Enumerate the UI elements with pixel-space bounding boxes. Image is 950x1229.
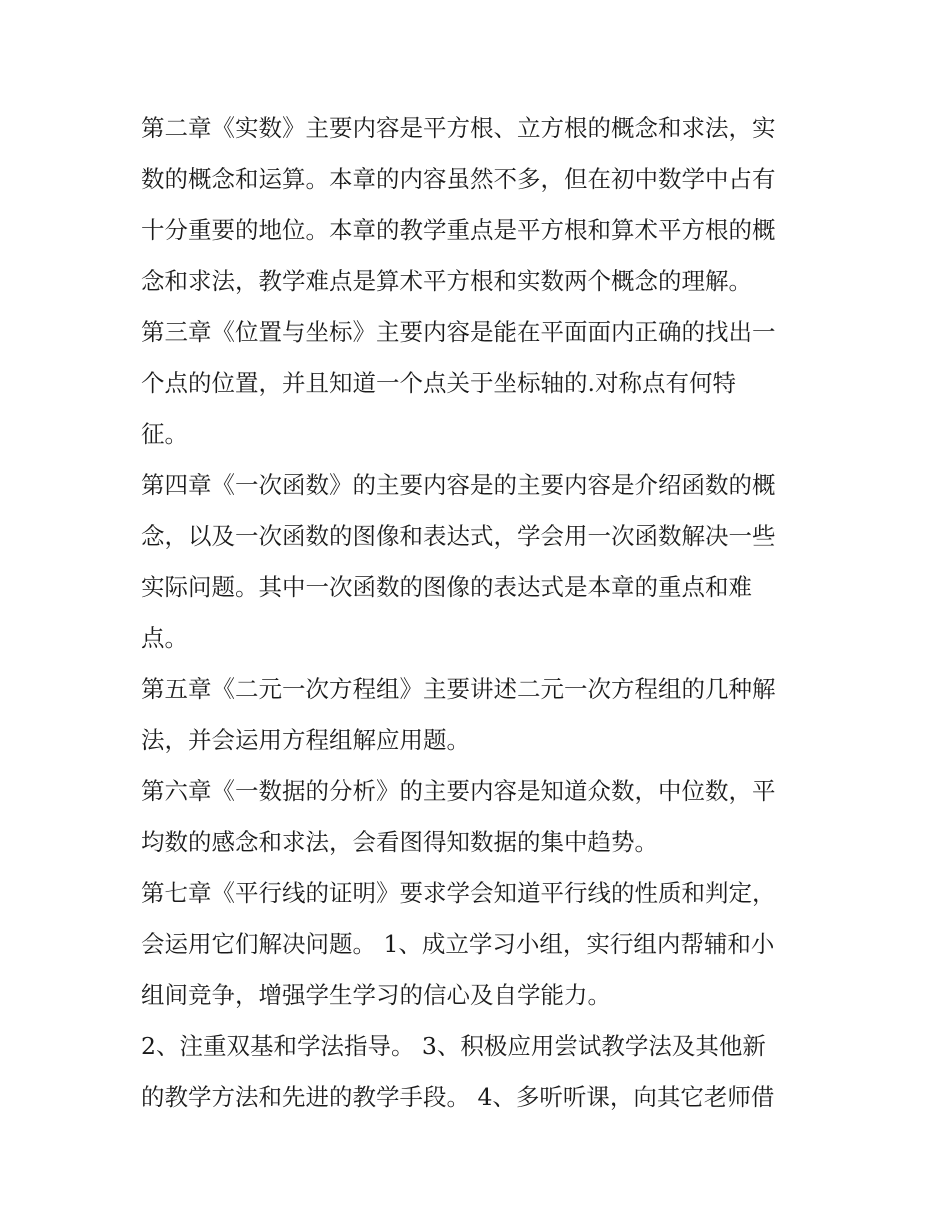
text-line: 念和求法，教学难点是算术平方根和实数两个概念的理解。 [141,267,752,295]
text-line: 个点的位置，并且知道一个点关于坐标轴的.对称点有何特 [141,369,736,397]
text-line: 第三章《位置与坐标》主要内容是能在平面面内正确的找出一 [141,318,776,346]
text-line: 点。 [141,624,188,652]
text-line: 征。 [141,420,188,448]
text-line: 2、注重双基和学法指导。 3、积极应用尝试教学法及其他新 [141,1032,766,1060]
text-line: 十分重要的地位。本章的教学重点是平方根和算术平方根的概 [141,216,776,244]
text-line: 第七章《平行线的证明》要求学会知道平行线的性质和判定， [141,879,776,907]
text-line: 念，以及一次函数的图像和表达式，学会用一次函数解决一些 [141,522,776,550]
text-line: 数的概念和运算。本章的内容虽然不多，但在初中数学中占有 [141,165,776,193]
text-line: 实际问题。其中一次函数的图像的表达式是本章的重点和难 [141,573,752,601]
text-line: 第六章《一数据的分析》的主要内容是知道众数，中位数，平 [141,777,776,805]
text-line: 会运用它们解决问题。 1、成立学习小组，实行组内帮辅和小 [141,930,775,958]
text-line: 第二章《实数》主要内容是平方根、立方根的概念和求法，实 [141,114,776,142]
text-line: 第四章《一次函数》的主要内容是的主要内容是介绍函数的概 [141,471,776,499]
text-line: 均数的感念和求法，会看图得知数据的集中趋势。 [141,828,658,856]
text-line: 第五章《二元一次方程组》主要讲述二元一次方程组的几种解 [141,675,776,703]
text-line: 组间竞争，增强学生学习的信心及自学能力。 [141,981,611,1009]
text-line: 的教学方法和先进的教学手段。 4、多听听课，向其它老师借 [141,1083,775,1111]
text-line: 法，并会运用方程组解应用题。 [141,726,470,754]
